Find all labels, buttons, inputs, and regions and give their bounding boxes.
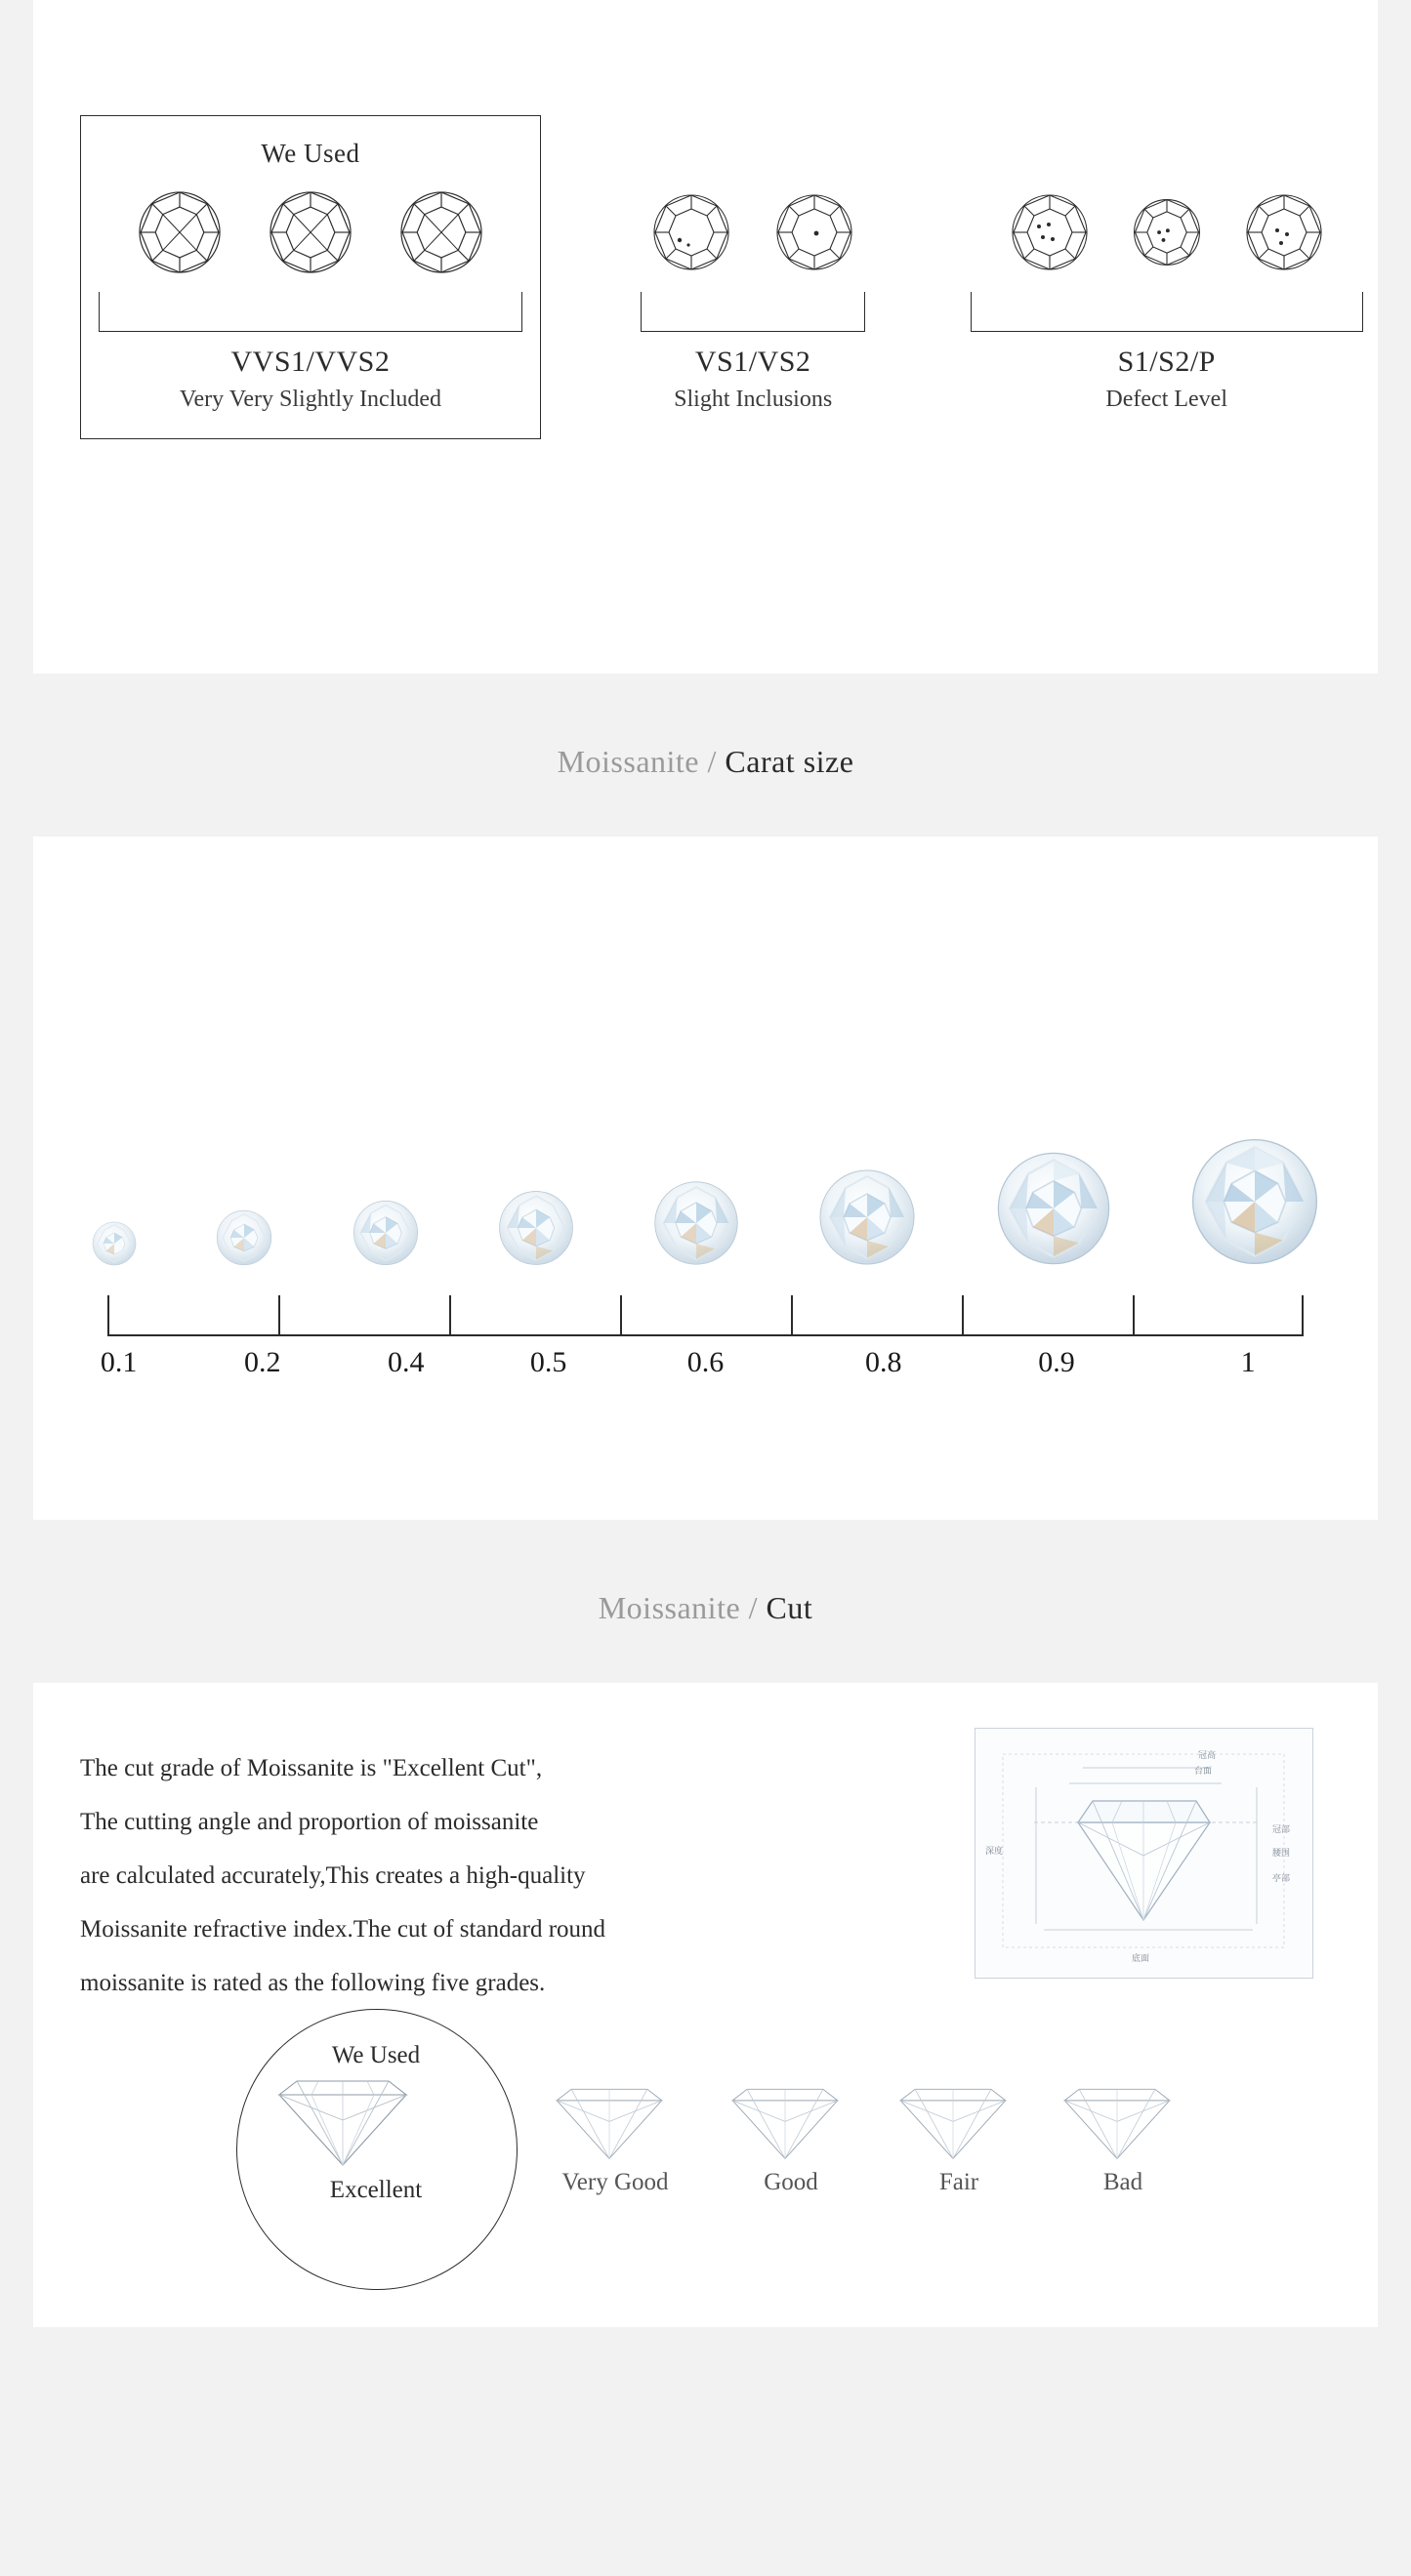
diamond-icon — [389, 180, 494, 285]
diamond-profile-icon — [258, 2071, 494, 2173]
axis-label: 1 — [1240, 1346, 1256, 1378]
axis-label: 0.1 — [100, 1346, 138, 1378]
gem-sparkle-icon — [996, 1151, 1111, 1266]
carat-stone-5 — [818, 1168, 916, 1266]
cut-grade-very-good — [531, 2081, 699, 2196]
carat-stone-1 — [216, 1209, 272, 1266]
carat-title-separator: / — [707, 744, 717, 779]
diamond-icon — [1235, 184, 1333, 281]
axis-label: 0.4 — [388, 1346, 425, 1378]
axis-tick — [278, 1295, 280, 1336]
diamond-profile-icon — [707, 2081, 875, 2165]
axis-tick — [1302, 1295, 1304, 1336]
cut-section-title — [0, 1520, 1411, 1683]
carat-axis-labels — [92, 1346, 1319, 1395]
cut-description — [80, 1741, 861, 2010]
cut-grade-label: Good — [764, 2169, 818, 2195]
cut-description-line: Moissanite refractive index.The cut of standard round — [80, 1916, 606, 1942]
clarity-group-si — [955, 115, 1378, 439]
diagram-label-girdle: 腰围 — [1272, 1849, 1291, 1859]
axis-tick — [962, 1295, 964, 1336]
diamond-icon — [258, 180, 363, 285]
carat-stone-3 — [498, 1190, 574, 1266]
clarity-grade-subtitle: Defect Level — [1105, 387, 1228, 412]
cut-title-topic: Cut — [766, 1590, 813, 1625]
clarity-grade-title: S1/S2/P — [1117, 346, 1216, 378]
axis-label: 0.6 — [686, 1346, 725, 1378]
cut-grade-bad — [1039, 2081, 1207, 2196]
diamond-icon — [1001, 184, 1099, 281]
gem-sparkle-icon — [653, 1180, 739, 1266]
cut-description-line: The cut grade of Moissanite is "Excellent Cut", — [80, 1755, 543, 1781]
axis-line — [107, 1334, 1304, 1336]
cut-description-line: moissanite is rated as the following five grades. — [80, 1970, 546, 1996]
diagram-label-culet: 底面 — [1132, 1954, 1150, 1964]
gem-row — [91, 179, 530, 286]
cut-grade-label: Bad — [1102, 2169, 1143, 2195]
gem-row — [966, 179, 1367, 286]
bracket — [99, 292, 522, 332]
diamond-profile-icon — [1039, 2081, 1207, 2165]
diamond-icon — [1124, 189, 1210, 275]
cut-description-line: The cutting angle and proportion of moissanite — [80, 1809, 539, 1835]
gem-sparkle-icon — [353, 1200, 419, 1266]
gem-sparkle-icon — [92, 1221, 137, 1266]
carat-stone-6 — [996, 1151, 1111, 1266]
cut-proportion-diagram — [975, 1728, 1313, 1979]
carat-stone-4 — [653, 1180, 739, 1266]
clarity-grade-subtitle: Very Very Slightly Included — [179, 387, 442, 412]
clarity-group-box — [600, 115, 907, 439]
cut-grade-label: Excellent — [329, 2177, 423, 2203]
clarity-group-vvs — [80, 115, 541, 439]
axis-label: 0.2 — [243, 1346, 281, 1378]
gem-sparkle-icon — [216, 1209, 272, 1266]
carat-axis — [107, 1286, 1304, 1354]
carat-stone-7 — [1190, 1137, 1319, 1266]
clarity-group-box — [80, 115, 541, 439]
diamond-profile-icon — [875, 2081, 1043, 2165]
spacer — [966, 136, 1367, 171]
bracket — [641, 292, 865, 332]
cut-title-brand: Moissanite — [598, 1590, 741, 1625]
diagram-label-table: 台面 — [1194, 1767, 1213, 1777]
clarity-section — [33, 0, 1378, 674]
cut-grade-row — [33, 2005, 1378, 2298]
axis-label: 0.5 — [529, 1346, 567, 1378]
diagram-label-depth: 深度 — [985, 1847, 1004, 1857]
diagram-label-crown: 冠部 — [1272, 1825, 1291, 1835]
carat-stone-row — [92, 954, 1319, 1266]
bracket — [971, 292, 1363, 332]
axis-tick — [620, 1295, 622, 1336]
diagram-label-crown-height: 冠高 — [1198, 1751, 1217, 1761]
axis-label: 0.8 — [865, 1346, 902, 1378]
cut-title-separator: / — [748, 1590, 759, 1625]
carat-title-brand: Moissanite — [557, 744, 699, 779]
axis-label: 0.9 — [1038, 1346, 1075, 1378]
carat-size-chart — [33, 837, 1378, 1520]
we-used-label: We Used — [261, 139, 360, 168]
we-used-label: We Used — [331, 2042, 421, 2068]
gem-sparkle-icon — [1190, 1137, 1319, 1266]
carat-title-topic: Carat size — [725, 744, 854, 779]
carat-stone-0 — [92, 1221, 137, 1266]
gem-row — [610, 179, 896, 286]
clarity-groups — [33, 0, 1378, 439]
cut-grade-label: Very Good — [561, 2169, 669, 2195]
cut-grade-good — [707, 2081, 875, 2196]
spacer — [610, 136, 896, 171]
cut-grade-label: Fair — [938, 2169, 979, 2195]
clarity-group-vs — [600, 115, 907, 439]
diamond-icon — [127, 180, 232, 285]
gem-sparkle-icon — [498, 1190, 574, 1266]
cut-grade-fair — [875, 2081, 1043, 2196]
clarity-group-box — [955, 115, 1378, 439]
cut-section — [33, 1683, 1378, 2327]
carat-section-title — [0, 674, 1411, 837]
carat-stone-2 — [353, 1200, 419, 1266]
axis-tick — [107, 1295, 109, 1336]
diamond-icon — [643, 184, 740, 281]
diamond-icon — [766, 184, 863, 281]
gem-sparkle-icon — [818, 1168, 916, 1266]
axis-tick — [1133, 1295, 1135, 1336]
clarity-grade-title: VS1/VS2 — [694, 346, 811, 378]
diamond-profile-icon — [531, 2081, 699, 2165]
cut-description-line: are calculated accurately,This creates a high-quality — [80, 1862, 586, 1889]
diagram-label-pavilion: 亭部 — [1272, 1874, 1291, 1884]
cut-grade-excellent — [258, 2042, 494, 2204]
clarity-grade-title: VVS1/VVS2 — [230, 346, 391, 378]
axis-tick — [449, 1295, 451, 1336]
clarity-grade-subtitle: Slight Inclusions — [674, 387, 833, 412]
axis-tick — [791, 1295, 793, 1336]
